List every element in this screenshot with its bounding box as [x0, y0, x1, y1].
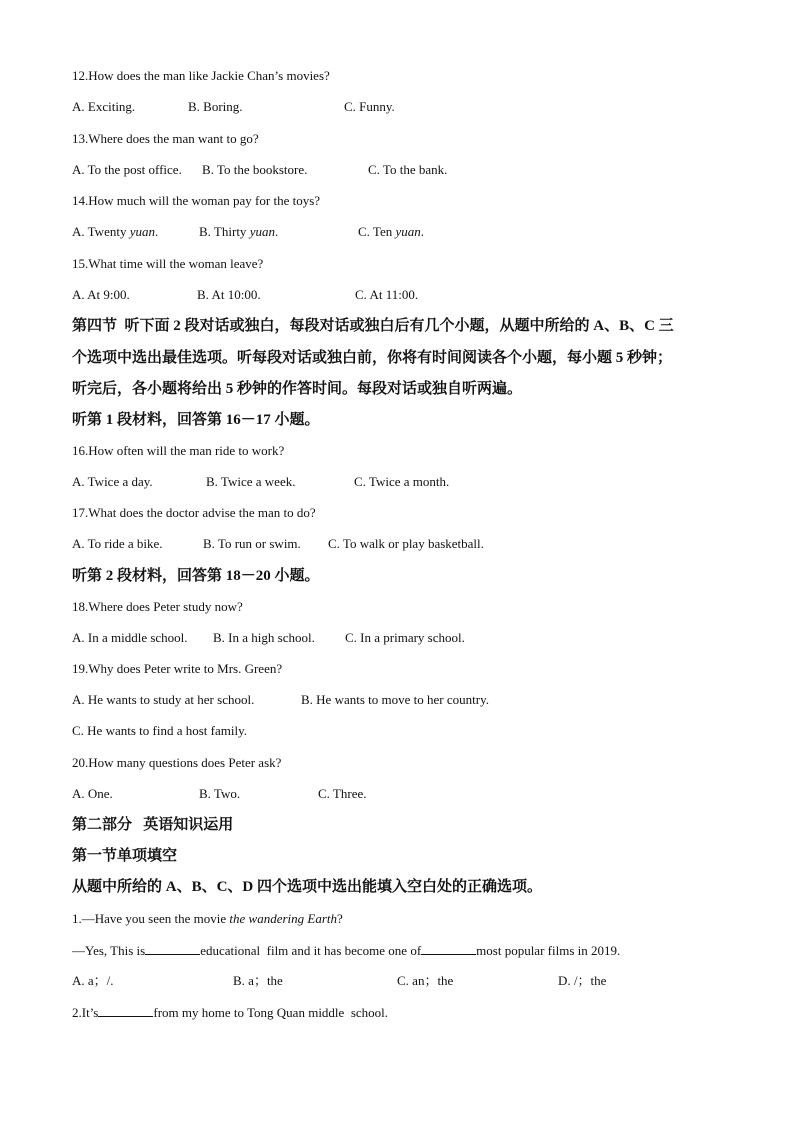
p2-q1-option-a: A. a；/.: [72, 973, 114, 988]
q19-option-a: A. He wants to study at her school.: [72, 692, 255, 707]
q14-option-c-end: .: [420, 224, 425, 239]
p2-q1-line1-text: 1.—Have you seen the movie: [72, 911, 230, 926]
question-13-stem: 13.Where does the man want to go?: [72, 131, 259, 146]
q18-option-a: A. In a middle school.: [72, 630, 188, 645]
q14-option-b-end: .: [274, 224, 279, 239]
p2-q1-line2-start: —Yes, This is: [72, 943, 146, 958]
p2-q1-line1-end: ?: [337, 911, 343, 926]
p2-q1-line2-end: most popular films in 2019.: [476, 943, 621, 958]
q19-option-c: C. He wants to find a host family.: [72, 723, 247, 738]
q13-option-c: C. To the bank.: [368, 162, 448, 177]
q15-option-b: B. At 10:00.: [197, 287, 261, 302]
section4-instruction-line3: 听完后，各小题将给出 5 秒钟的作答时间。每段对话或独自听两遍。: [72, 381, 523, 397]
q17-option-c: C. To walk or play basketball.: [328, 536, 484, 551]
question-18-stem: 18.Where does Peter study now?: [72, 599, 243, 614]
p2-q2-end: from my home to Tong Quan middle school.: [153, 1005, 389, 1020]
q16-option-b: B. Twice a week.: [206, 474, 296, 489]
material-1-heading: 听第 1 段材料，回答第 16－17 小题。: [72, 412, 320, 428]
question-15-stem: 15.What time will the woman leave?: [72, 256, 264, 271]
question-14-stem: 14.How much will the woman pay for the toys?: [72, 193, 321, 208]
q16-option-a: A. Twice a day.: [72, 474, 153, 489]
q12-option-b: B. Boring.: [188, 99, 243, 114]
p2-question-1-line1: [72, 911, 343, 927]
q14-option-b: [199, 224, 278, 240]
answer-blank: [98, 1004, 153, 1017]
q14-option-a-unit: yuan: [129, 224, 155, 239]
q19-option-b: B. He wants to move to her country.: [301, 692, 489, 707]
p2-question-1-line2: [72, 942, 620, 959]
question-12-stem: 12.How does the man like Jackie Chan’s movies?: [72, 68, 330, 83]
q14-option-c-text: C. Ten: [358, 224, 396, 239]
p2-q1-line2-middle: educational film and it has become one of: [200, 943, 422, 958]
p2-q1-option-b: B. a；the: [233, 973, 283, 988]
part2-section1-title: 第一节单项填空: [72, 848, 178, 864]
question-19-stem: 19.Why does Peter write to Mrs. Green?: [72, 661, 283, 676]
q17-option-a: A. To ride a bike.: [72, 536, 163, 551]
q14-option-a: [72, 224, 158, 240]
q14-option-b-text: B. Thirty: [199, 224, 250, 239]
section4-instruction-line1: 第四节 听下面 2 段对话或独白，每段对话或独白后有几个小题，从题中所给的 A、B、C 三: [72, 318, 674, 334]
p2-question-2: [72, 1004, 388, 1021]
q18-option-c: C. In a primary school.: [345, 630, 465, 645]
q14-option-a-end: .: [155, 224, 159, 239]
q18-option-b: B. In a high school.: [213, 630, 315, 645]
q20-option-a: A. One.: [72, 786, 113, 801]
q16-option-c: C. Twice a month.: [354, 474, 450, 489]
p2-q1-movie-title: the wandering Earth: [229, 911, 338, 926]
q12-option-c: C. Funny.: [344, 99, 395, 114]
q14-option-b-unit: yuan: [249, 224, 275, 239]
q13-option-a: A. To the post office.: [72, 162, 182, 177]
part2-instruction: 从题中所给的 A、B、C、D 四个选项中选出能填入空白处的正确选项。: [72, 879, 543, 895]
question-16-stem: 16.How often will the man ride to work?: [72, 443, 285, 458]
q20-option-b: B. Two.: [199, 786, 241, 801]
p2-q2-start: 2.It’s: [72, 1005, 99, 1020]
question-17-stem: 17.What does the doctor advise the man to do?: [72, 505, 316, 520]
q15-option-a: A. At 9:00.: [72, 287, 130, 302]
question-20-stem: 20.How many questions does Peter ask?: [72, 755, 282, 770]
material-2-heading: 听第 2 段材料，回答第 18－20 小题。: [72, 568, 320, 584]
q14-option-a-text: A. Twenty: [72, 224, 130, 239]
section4-instruction-line2: 个选项中选出最佳选项。听每段对话或独白前，你将有时间阅读各个小题，每小题 5 秒钟；: [72, 350, 673, 366]
answer-blank: [421, 942, 476, 955]
q14-option-c-unit: yuan: [395, 224, 421, 239]
p2-q1-option-c: C. an；the: [397, 973, 454, 988]
q14-option-c: [358, 224, 424, 240]
answer-blank: [145, 942, 200, 955]
q13-option-b: B. To the bookstore.: [202, 162, 308, 177]
q17-option-b: B. To run or swim.: [203, 536, 301, 551]
q15-option-c: C. At 11:00.: [355, 287, 419, 302]
q20-option-c: C. Three.: [318, 786, 367, 801]
q12-option-a: A. Exciting.: [72, 99, 136, 114]
p2-q1-option-d: D. /；the: [558, 973, 607, 988]
part2-title: 第二部分 英语知识运用: [72, 817, 234, 833]
